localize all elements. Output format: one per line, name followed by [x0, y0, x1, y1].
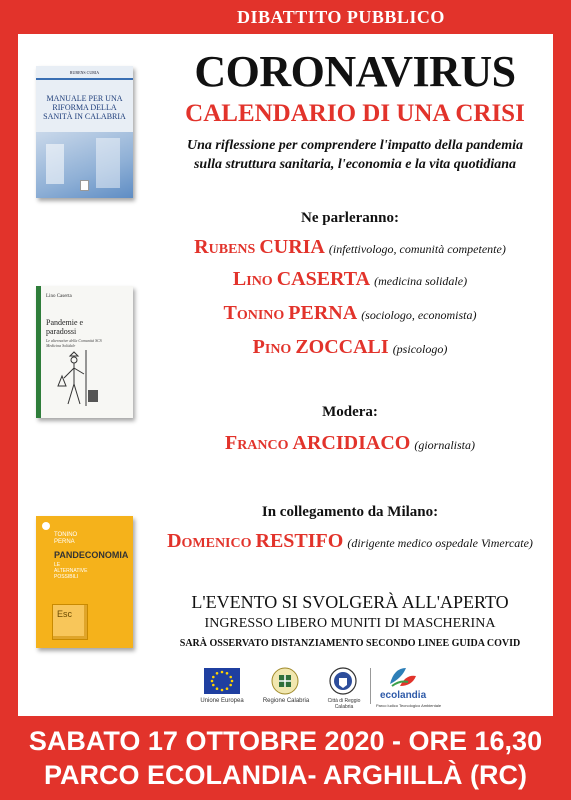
remote-last-name: RESTIFO	[255, 530, 344, 552]
tagline-line-1: Una riflessione per comprendere l'impatto della pandemia	[187, 138, 523, 153]
book-author: RUBENS CURIA	[69, 70, 100, 75]
remote-role: (dirigente medico ospedale Vimercate)	[347, 536, 533, 550]
ecolandia-caption: Parco ludico Tecnologico Ambientale	[376, 703, 442, 708]
eu-caption: Unione Europea	[200, 698, 244, 704]
book-subtitle: Le alternative della Comunità SCS Medicina Solidale	[46, 338, 102, 348]
book-title: MANUALE PER UNA RIFORMA DELLA SANITÀ IN CALABRIA	[43, 94, 126, 121]
speaker-role: (sociologo, economista)	[361, 308, 477, 322]
moderator-first-name: Franco	[224, 432, 289, 454]
speaker-last-name: CURIA	[259, 236, 325, 258]
book-cover-curia	[36, 66, 133, 198]
esc-key-icon: Esc	[52, 604, 88, 640]
footer-date: SABATO 17 OTTOBRE 2020 - ORE 16,30	[28, 726, 543, 756]
city-caption: Città di Reggio Calabria	[327, 698, 361, 710]
moderator-role: (giornalista)	[414, 438, 476, 452]
tagline	[155, 136, 555, 174]
sponsor-logos	[190, 664, 550, 714]
remote-label: In collegamento da Milano:	[261, 504, 439, 520]
moderator-last-name: ARCIDIACO	[292, 432, 411, 454]
speaker-last-name: PERNA	[288, 302, 358, 324]
book-title: PANDECONOMIA	[54, 550, 129, 560]
tagline-line-2: sulla struttura sanitaria, l'economia e la vita quotidiana	[193, 157, 517, 172]
region-caption: Regione Calabria	[262, 698, 310, 704]
speaker-last-name: ZOCCALI	[295, 336, 389, 358]
page-subtitle: CALENDARIO DI UNA CRISI	[185, 100, 525, 127]
book-subtitle: LE ALTERNATIVE POSSIBILI	[54, 562, 88, 580]
speaker-curia	[130, 236, 570, 259]
header-banner: DIBATTITO PUBBLICO	[213, 0, 469, 34]
speakers-label: Ne parleranno:	[301, 210, 399, 226]
speaker-role: (psicologo)	[392, 342, 448, 356]
footer-location: PARCO ECOLANDIA- ARGHILLÀ (RC)	[44, 760, 527, 790]
book-author: Lino Caserta	[46, 294, 72, 299]
remote-first-name: Domenico	[167, 530, 252, 552]
regione-calabria-crest-icon	[270, 666, 300, 696]
book-author: TONINO PERNA	[54, 532, 78, 545]
speaker-caserta	[130, 268, 570, 291]
page-title: CORONAVIRUS	[194, 47, 516, 96]
speaker-role: (infettivologo, comunità competente)	[328, 242, 506, 256]
speaker-first-name: Tonino	[223, 302, 285, 324]
eu-flag-icon	[204, 668, 240, 694]
speaker-last-name: CASERTA	[276, 268, 371, 290]
book-cover-perna	[36, 516, 133, 648]
speaker-role: (medicina solidale)	[374, 274, 468, 288]
event-line-1: L'EVENTO SI SVOLGERÀ ALL'APERTO	[191, 592, 509, 612]
ecolandia-logo-icon	[386, 664, 420, 690]
ecolandia-name: ecolandia	[380, 690, 427, 701]
speaker-first-name: Pino	[252, 336, 292, 358]
event-line-3: SARÀ OSSERVATO DISTANZIAMENTO SECONDO LINEE GUIDA COVID	[179, 638, 521, 649]
book-cover-caserta	[36, 286, 133, 418]
footer-banner	[0, 716, 571, 800]
speaker-first-name: Lino	[232, 268, 273, 290]
speaker-zoccali	[130, 336, 570, 359]
book-title: Pandemie e paradossi	[46, 318, 84, 336]
speaker-perna	[130, 302, 570, 325]
moderator	[130, 432, 570, 455]
remote-speaker	[130, 530, 570, 553]
event-line-2: INGRESSO LIBERO MUNITI DI MASCHERINA	[204, 616, 496, 631]
reggio-calabria-seal-icon	[328, 666, 358, 696]
moderator-label: Modera:	[322, 404, 378, 420]
speaker-first-name: Rubens	[194, 236, 256, 258]
